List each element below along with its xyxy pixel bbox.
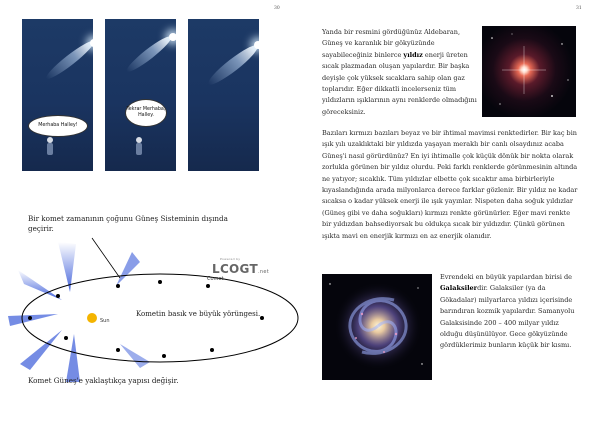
speech-bubble-2: Tekrar Merhaba, Halley. <box>125 99 167 127</box>
aldebaran-photo <box>482 26 576 117</box>
right-page <box>300 0 600 424</box>
comet-orbit-diagram <box>0 222 300 392</box>
comic-panel-2 <box>105 19 176 171</box>
comic-character <box>46 137 54 155</box>
comet-positions <box>28 280 264 358</box>
speech-bubble-1: Merhaba Halley! <box>28 115 88 137</box>
sun-icon <box>87 313 97 323</box>
comic-character <box>135 137 143 155</box>
caption-top: Bir komet zamanının çoğunu Güneş Sisteminin dışında geçirir. <box>28 214 228 233</box>
paragraph-stars: Yanda bir resmini gördüğünüz Aldebaran, Güneş ve karanlık bir gökyüzünde sayabileceğiniz binlerce yıldız enerji üreten sıcak plazmadan oluşan yapılardır. Bir başka deyişle çok yüksek sıcaklara sahip olan gaz toplarıdır. Eğer dikkatli incelerseniz tüm yıldızların ışıklarının aynı renklerde olmadığını göreceksiniz. <box>322 28 477 116</box>
comet-tail <box>205 41 259 89</box>
comic-panel-1 <box>22 19 93 171</box>
orbit-ellipse <box>22 274 298 362</box>
caption-bottom: Komet Güneş'e yaklaştıkça yapısı değişir. <box>28 376 179 385</box>
lcogt-logo: Powered by LCOGT.net <box>212 257 269 276</box>
sun-label: Sun <box>100 318 110 324</box>
paragraph-galaxies: Evrendeki en büyük yapılardan birisi de Galaksilerdir. Galaksiler (ya da Gökadalar) milyarlarca yıldızı içerisinde barındıran kozmik yapılardır. Samanyolu Galaksisinde 200 – 400 milyar yıldız olduğu düşünülüyor. Gece gökyüzünde gördüklerimiz bunların küçük bir kısmı. <box>440 273 575 350</box>
pointer-line <box>92 238 120 278</box>
comet-label: Comet <box>207 276 224 282</box>
orbit-label: Kometin basık ve büyük yörüngesi. <box>136 310 261 318</box>
comet-tail <box>124 33 174 75</box>
comet-head <box>254 41 259 49</box>
page-number-left: 30 <box>274 6 280 11</box>
galaxy-photo <box>322 274 432 380</box>
paragraph-star-colors: Bazıları kırmızı bazıları beyaz ve bir ihtimal mavimsi renktedirler. Bir kaç bin ışık yılı uzaklıktaki bir yıldızda yaşayan meraklı bir canlı olsaydınız acaba Güneş'i nasıl görürdünüz? En iyi ihtimalle çok küçük dönük bir nokta olarak zorlukla görünen bir yıldız olurdu. Peki farklı renklerde görünmesinin altında ne yatıyor; sıcaklık. Tüm yıldızlar elbette çok sıcaktır ama birbirleriyle kıyaslandığında arada milyonlarca derece farklar gözlenir. Bir yıldız ne kadar sıcaksa o kadar yüksek enerji ile ışık yayınlar. Nispeten daha soğuk yıldızlar (Güneş gibi ve daha soğukları) kırmızı renkte görünürler. Eğer mavi renkte bir yıldızdan bahsediyorsak bu oldukça sıcak bir yıldızdır. Çünkü görünen ışıkta mavi en enerjik kırmızı en az enerjik olanıdır. <box>322 129 578 240</box>
comet-head <box>169 33 176 41</box>
comic-panel-3 <box>188 19 259 171</box>
comet-head <box>90 39 93 47</box>
page-number-right: 31 <box>576 6 582 11</box>
comet-tail <box>43 38 93 83</box>
